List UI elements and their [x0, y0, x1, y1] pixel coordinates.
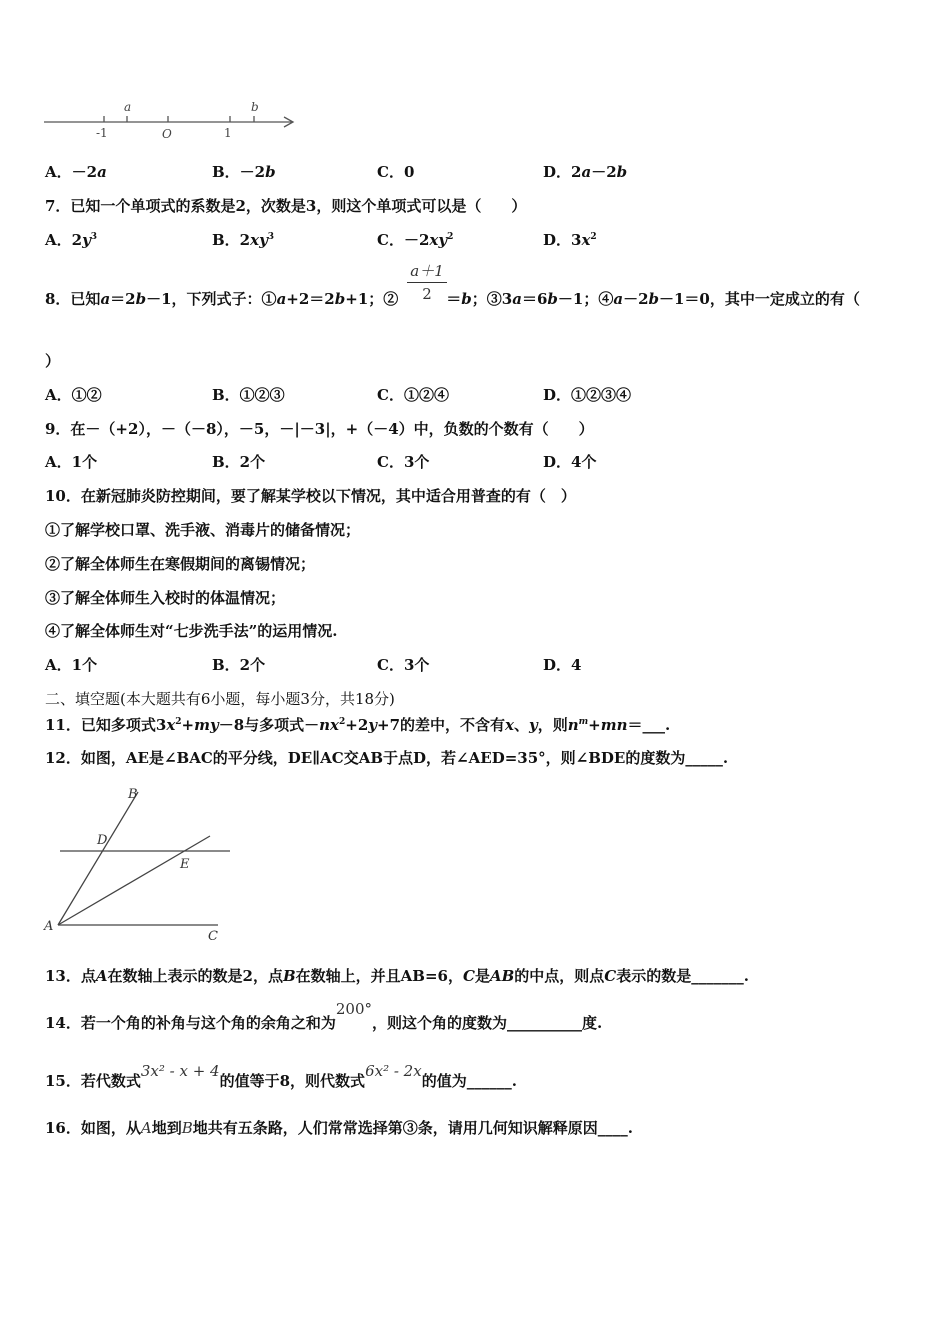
label-E: E: [180, 857, 190, 872]
q16-stem: 16．如图，从A地到B地共有五条路，人们常常选择第③条，请用几何知识解释原因____.: [45, 1119, 633, 1137]
q10-option-a[interactable]: A．1个: [45, 656, 98, 674]
q10-option-b[interactable]: B．2个: [212, 656, 266, 674]
number-line-figure: [40, 95, 302, 145]
fraction-denominator: 2: [422, 285, 432, 303]
q6-option-b[interactable]: B．－2b: [212, 163, 276, 181]
q10-option-c[interactable]: C．3个: [377, 656, 430, 674]
q10-stem: 10．在新冠肺炎防控期间，要了解某学校以下情况，其中适合用普查的有（ ）: [45, 487, 576, 505]
q9-option-a[interactable]: A．1个: [45, 453, 98, 471]
q15-math-2: 6x² - 2x: [365, 1062, 422, 1080]
fraction-bar: [407, 282, 447, 283]
label-one: 1: [224, 126, 232, 140]
q12-geometry-figure: [40, 780, 250, 948]
fraction-numerator: a＋1: [410, 262, 444, 280]
q10-item-4: ④了解全体师生对“七步洗手法”的运用情况.: [45, 622, 338, 640]
q12-stem: 12．如图，AE是∠BAC的平分线，DE∥AC交AB于点D，若∠AED=35°，则∠BDE的度数为_____.: [45, 749, 729, 767]
q8-option-c[interactable]: C．①②④: [377, 386, 449, 404]
label-C: C: [208, 929, 218, 944]
q13-stem: 13．点A在数轴上表示的数是2，点B在数轴上，并且AB=6，C是AB的中点，则点C表示的数是_______.: [45, 967, 749, 985]
q6-option-d[interactable]: D．2a－2b: [543, 163, 628, 181]
q10-item-3: ③了解全体师生入校时的体温情况；: [45, 589, 286, 607]
q9-option-c[interactable]: C．3个: [377, 453, 430, 471]
q9-option-d[interactable]: D．4个: [543, 453, 597, 471]
label-D: D: [97, 833, 108, 848]
q7-option-d[interactable]: D．$3x^2$: [543, 231, 597, 249]
q10-item-2: ②了解全体师生在寒假期间的离锡情况；: [45, 555, 316, 573]
q10-option-d[interactable]: D．4: [543, 656, 582, 674]
q7-stem: 7．已知一个单项式的系数是2，次数是3，则这个单项式可以是（ ）: [45, 197, 527, 215]
label-B: B: [128, 787, 138, 802]
q8-option-a[interactable]: A．①②: [45, 386, 102, 404]
q9-stem: 9．在－（+2），－（－8），－5，－|－3|，+（－4）中，负数的个数有（ ）: [45, 420, 594, 438]
label-origin: O: [162, 127, 172, 141]
q15-stem: 15．若代数式3x² - x + 4的值等于8，则代数式6x² - 2x的值为______.: [45, 1062, 517, 1090]
q8-option-b[interactable]: B．①②③: [212, 386, 285, 404]
label-A: A: [44, 919, 54, 934]
label-a: a: [124, 100, 132, 114]
q9-option-b[interactable]: B．2个: [212, 453, 266, 471]
q10-item-1: ①了解学校口罩、洗手液、消毒片的储备情况；: [45, 521, 361, 539]
q14-stem: 14．若一个角的补角与这个角的余角之和为200°，则这个角的度数为__________度.: [45, 1000, 603, 1032]
q14-math: 200°: [335, 1000, 373, 1018]
q6-option-a[interactable]: A．－2a: [45, 163, 107, 181]
q7-option-a[interactable]: A．$2y^3$: [45, 231, 98, 249]
label-b: b: [251, 100, 259, 114]
label-minus-one: -1: [96, 126, 108, 140]
section-title-fill-in: 二、填空题(本大题共有6小题，每小题3分，共18分): [45, 690, 395, 708]
q6-option-c[interactable]: C．0: [377, 163, 415, 181]
q11-stem: 11．已知多项式$3x^2+my-8$与多项式$-nx^2+2y+7$的差中，不含有x、y，则$n^m+mn=\_\_\_$.: [45, 716, 671, 734]
q8-close-paren: ）: [45, 352, 61, 370]
q15-math-1: 3x² - x + 4: [140, 1062, 220, 1080]
q7-option-b[interactable]: B．$2xy^3$: [212, 231, 275, 249]
q8-stem: 8．已知a＝2b－1，下列式子：①a+2＝2b+1；② ＝b；③3a＝6b－1；④a－2b－1＝0，其中一定成立的有（: [45, 290, 860, 308]
q8-option-d[interactable]: D．①②③④: [543, 386, 632, 404]
q7-option-c[interactable]: C．$-2xy^2$: [377, 231, 454, 249]
